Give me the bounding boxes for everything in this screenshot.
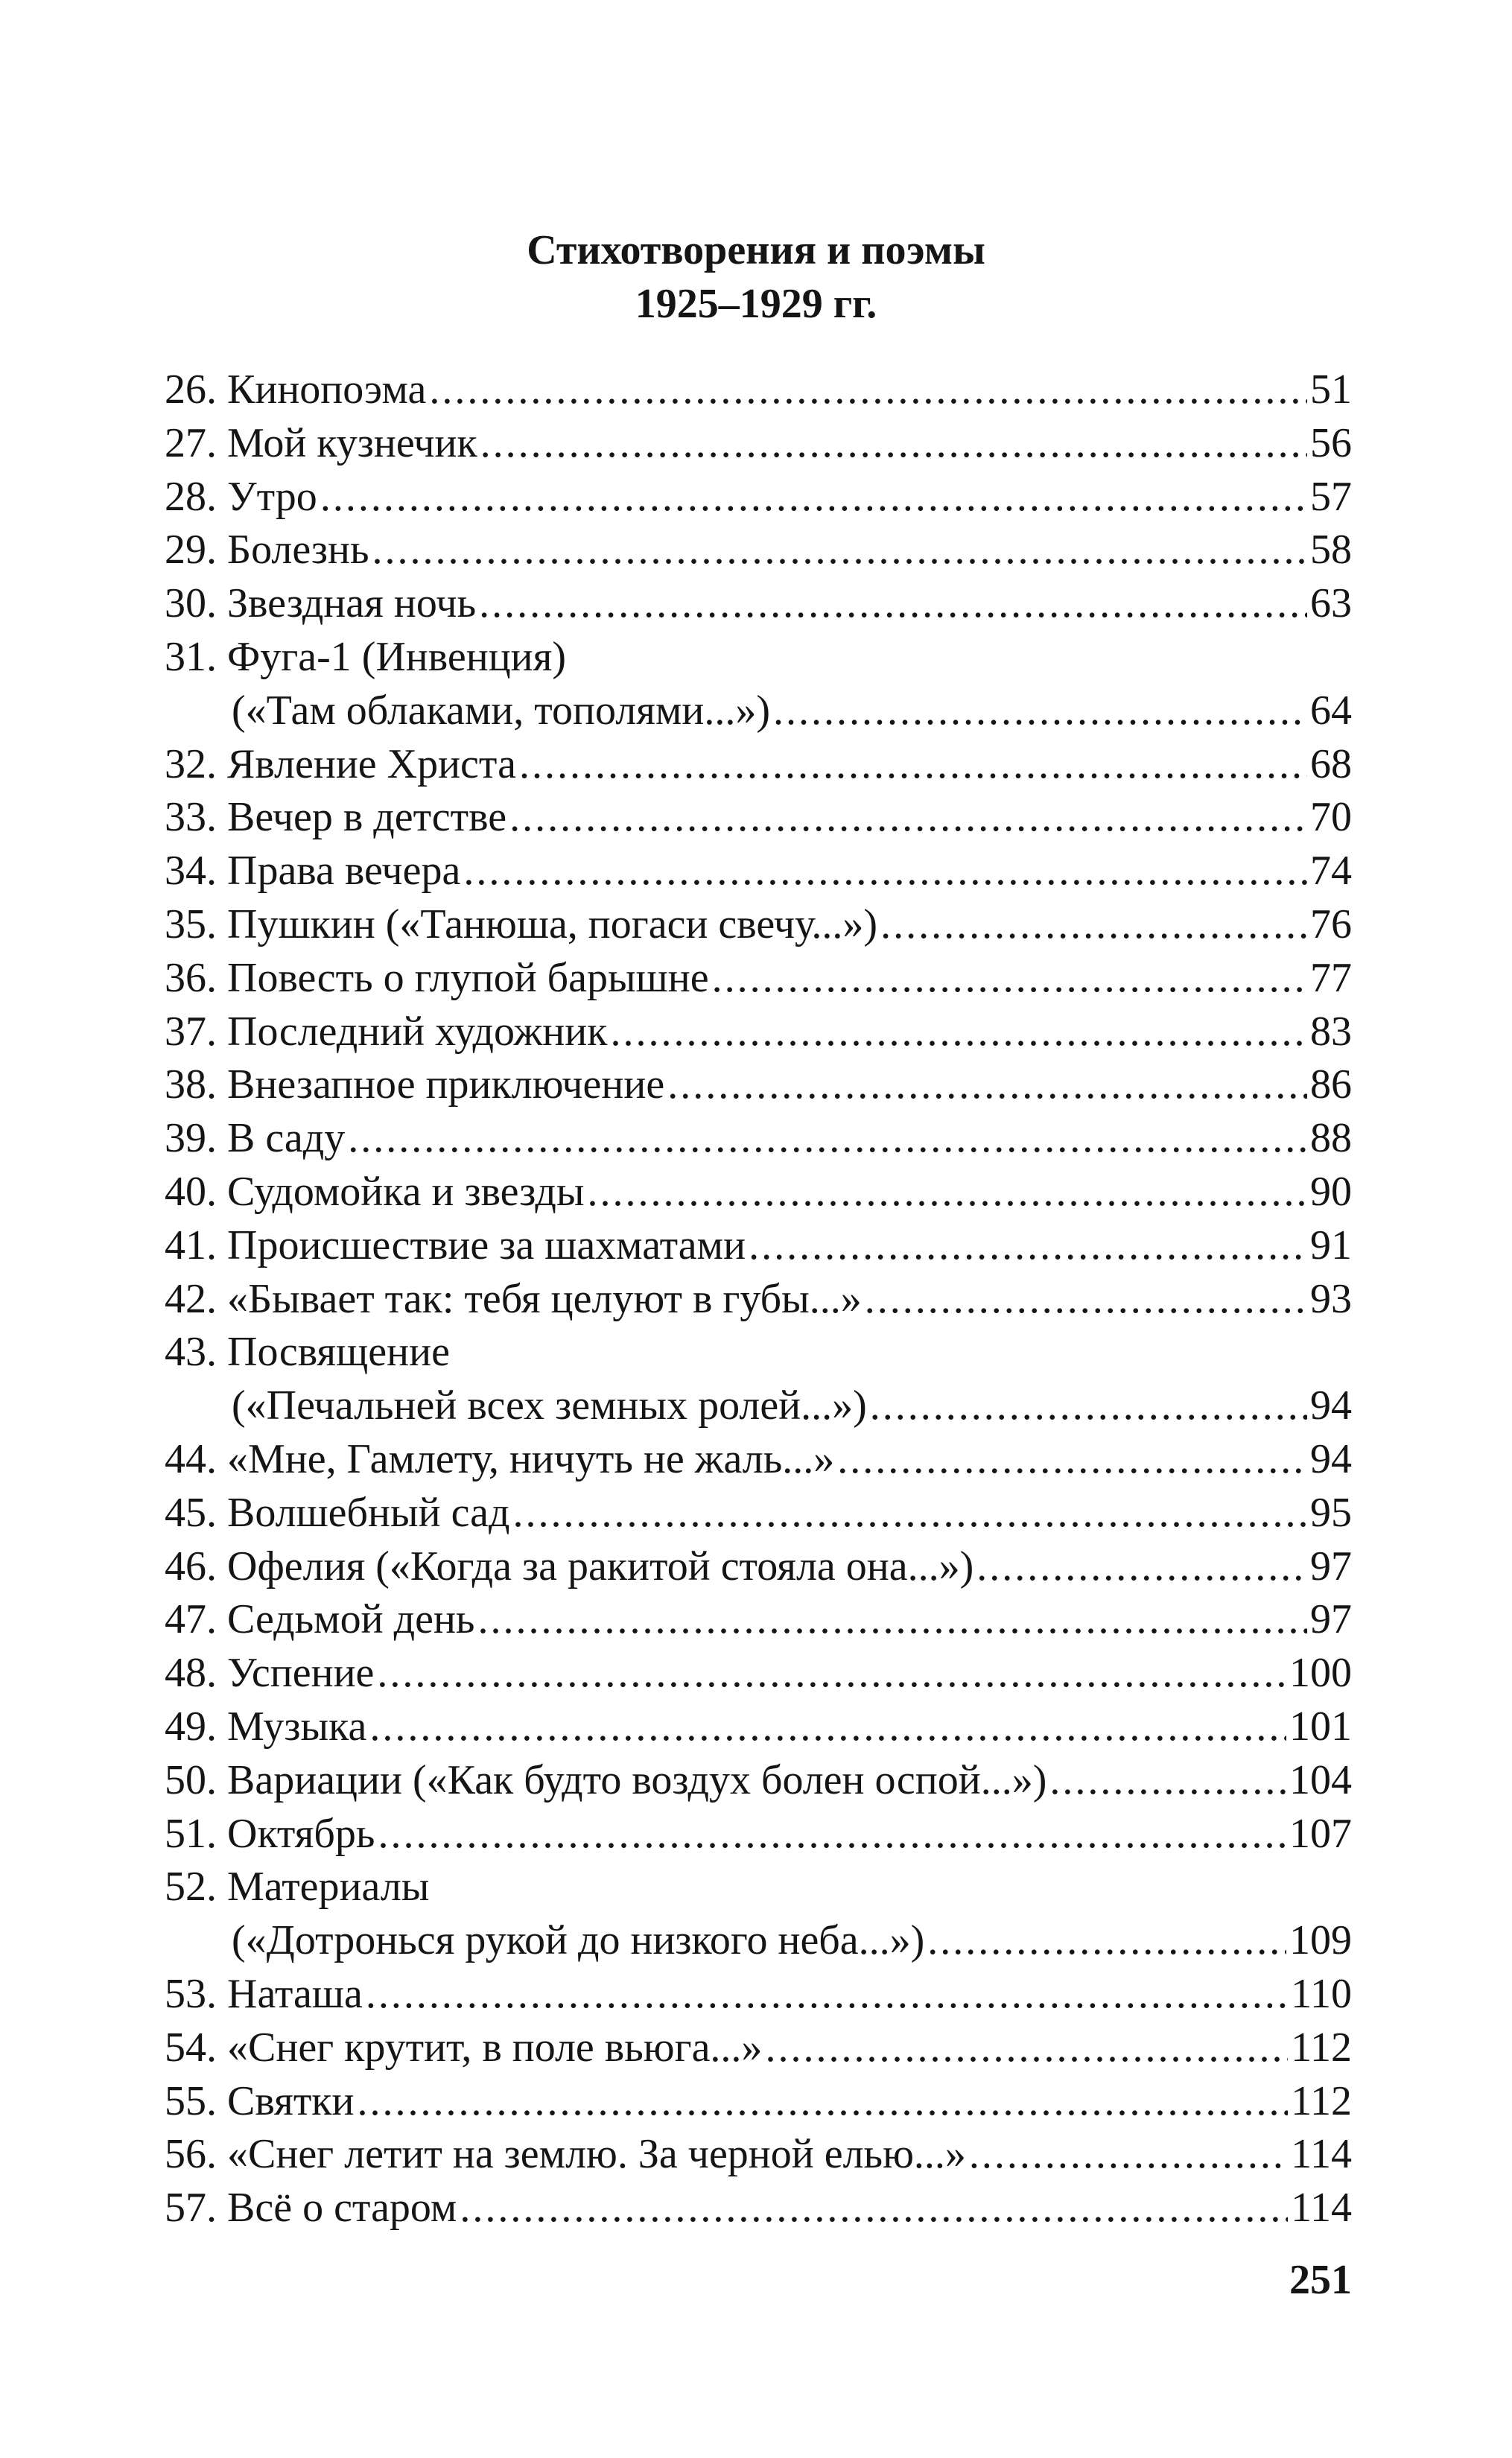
toc-entry-title: 48. Успение (165, 1650, 375, 1697)
toc-entry-page: 77 (1310, 954, 1352, 1001)
toc-entry (165, 1540, 1352, 1594)
toc-entry (165, 1379, 1352, 1433)
toc-entry (165, 1914, 1352, 1968)
toc-entry-page: 51 (1310, 366, 1352, 413)
toc-entry-page: 101 (1289, 1703, 1352, 1750)
toc-entry-title: («Там облаками, тополями...») (232, 687, 770, 734)
toc-entry (165, 1968, 1352, 2022)
toc-entry-title: 51. Октябрь (165, 1810, 375, 1857)
toc-entry (165, 1166, 1352, 1219)
toc-entry (165, 1487, 1352, 1540)
toc-leader-dots (479, 577, 1307, 631)
toc-leader-dots (870, 1379, 1307, 1433)
toc-entry-title: 45. Волшебный сад (165, 1489, 510, 1536)
toc-entry-page: 97 (1310, 1543, 1352, 1590)
toc-entry-title: 28. Утро (165, 473, 317, 520)
toc-entry-title: 52. Материалы (165, 1864, 430, 1911)
toc-entry-title: 47. Седьмой день (165, 1596, 475, 1643)
toc-leader-dots (512, 1487, 1307, 1540)
toc-entry-page: 91 (1310, 1222, 1352, 1268)
toc-entry-title: 41. Происшествие за шахматами (165, 1222, 746, 1268)
section-years: 1925–1929 гг. (635, 281, 877, 327)
toc-entry-page: 64 (1310, 687, 1352, 734)
toc-entry-title: 40. Судомойка и звезды (165, 1168, 585, 1215)
toc-leader-dots (837, 1433, 1307, 1487)
toc-leader-dots (477, 1593, 1307, 1647)
toc-entry (165, 1433, 1352, 1487)
toc-entry-page: 57 (1310, 473, 1352, 520)
toc-entry (165, 1593, 1352, 1647)
toc-entry-page: 86 (1310, 1061, 1352, 1108)
toc-entry-title: 53. Наташа (165, 1970, 363, 2017)
toc-entry-page: 94 (1310, 1435, 1352, 1482)
toc-entry-page: 112 (1291, 2077, 1352, 2124)
toc-entry-title: 43. Посвящение (165, 1329, 450, 1376)
toc-entry-title: 27. Мой кузнечик (165, 419, 477, 466)
toc-entry-page: 68 (1310, 740, 1352, 787)
toc-leader-dots (480, 417, 1307, 471)
toc-entry (165, 577, 1352, 631)
toc-entry-title: 54. «Снег крутит, в поле вьюга...» (165, 2024, 763, 2071)
section-heading (0, 223, 1512, 331)
toc-entry (165, 738, 1352, 792)
toc-entry-page: 94 (1310, 1382, 1352, 1429)
toc-leader-dots (765, 2022, 1288, 2075)
toc-entry-page: 74 (1310, 848, 1352, 895)
toc-leader-dots (667, 1058, 1307, 1112)
toc-leader-dots (519, 738, 1307, 792)
table-of-contents (165, 363, 1352, 2235)
toc-entry-title: 31. Фуга-1 (Инвенция) (165, 633, 567, 680)
toc-entry (165, 791, 1352, 845)
toc-entry (165, 471, 1352, 524)
toc-entry-title: 50. Вариации («Как будто воздух болен оспой...») (165, 1756, 1047, 1803)
toc-entry (165, 685, 1352, 738)
toc-entry-page: 114 (1291, 2131, 1352, 2178)
toc-leader-dots (880, 898, 1307, 952)
toc-entry (165, 2022, 1352, 2075)
toc-entry-title: («Печальней всех земных ролей...») (232, 1382, 867, 1429)
toc-leader-dots (377, 1647, 1286, 1700)
toc-leader-dots (1049, 1754, 1286, 1808)
toc-leader-dots (460, 2182, 1288, 2235)
toc-entry (165, 417, 1352, 471)
toc-entry-title: 49. Музыка (165, 1703, 367, 1750)
section-title: Стихотворения и поэмы (527, 227, 985, 273)
toc-entry (165, 2182, 1352, 2235)
toc-entry-page: 112 (1291, 2024, 1352, 2071)
toc-entry-title: 56. «Снег летит на землю. За черной елью...» (165, 2131, 966, 2178)
toc-entry-page: 56 (1310, 419, 1352, 466)
toc-entry (165, 1219, 1352, 1273)
toc-entry (165, 631, 1352, 685)
toc-leader-dots (372, 524, 1307, 577)
toc-leader-dots (348, 1112, 1307, 1166)
toc-entry (165, 524, 1352, 577)
toc-entry-title: 44. «Мне, Гамлету, ничуть не жаль...» (165, 1435, 835, 1482)
toc-entry-page: 97 (1310, 1596, 1352, 1643)
toc-entry (165, 1861, 1352, 1914)
toc-entry-page: 76 (1310, 901, 1352, 947)
toc-entry-page: 109 (1289, 1917, 1352, 1964)
toc-leader-dots (749, 1219, 1307, 1273)
toc-leader-dots (463, 845, 1307, 898)
toc-entry-title: («Дотронься рукой до низкого неба...») (232, 1917, 925, 1964)
toc-entry (165, 845, 1352, 898)
toc-entry-title: 29. Болезнь (165, 527, 369, 574)
page-number: 251 (1289, 2257, 1352, 2303)
toc-leader-dots (366, 1968, 1288, 2022)
toc-entry (165, 2128, 1352, 2182)
toc-leader-dots (378, 1808, 1286, 1861)
toc-entry-page: 83 (1310, 1008, 1352, 1055)
toc-entry-title: 37. Последний художник (165, 1008, 608, 1055)
toc-entry (165, 2075, 1352, 2129)
toc-leader-dots (369, 1700, 1286, 1754)
toc-entry-page: 70 (1310, 794, 1352, 841)
toc-entry (165, 1808, 1352, 1861)
toc-entry-page: 58 (1310, 527, 1352, 574)
toc-leader-dots (587, 1166, 1307, 1219)
toc-entry-page: 90 (1310, 1168, 1352, 1215)
toc-entry (165, 363, 1352, 417)
toc-entry-title: 46. Офелия («Когда за ракитой стояла она...») (165, 1543, 974, 1590)
toc-entry (165, 1058, 1352, 1112)
toc-entry-page: 110 (1291, 1970, 1352, 2017)
toc-entry-page: 114 (1291, 2185, 1352, 2232)
toc-entry-title: 35. Пушкин («Танюша, погаси свечу...») (165, 901, 878, 947)
toc-leader-dots (865, 1273, 1307, 1327)
toc-entry-page: 63 (1310, 580, 1352, 627)
toc-entry (165, 1112, 1352, 1166)
toc-entry-title: 38. Внезапное приключение (165, 1061, 665, 1108)
toc-leader-dots (976, 1540, 1307, 1594)
toc-entry (165, 952, 1352, 1006)
toc-entry-page: 100 (1289, 1650, 1352, 1697)
toc-leader-dots (320, 471, 1307, 524)
toc-entry (165, 1006, 1352, 1059)
toc-entry-page: 107 (1289, 1810, 1352, 1857)
toc-leader-dots (429, 363, 1307, 417)
toc-entry-page: 104 (1289, 1756, 1352, 1803)
toc-entry-title: 42. «Бывает так: тебя целуют в губы...» (165, 1275, 862, 1322)
toc-entry-page: 93 (1310, 1275, 1352, 1322)
toc-entry-title: 34. Права вечера (165, 848, 461, 895)
toc-entry (165, 1754, 1352, 1808)
toc-entry-title: 33. Вечер в детстве (165, 794, 507, 841)
toc-entry (165, 1273, 1352, 1327)
toc-leader-dots (509, 791, 1307, 845)
toc-entry-title: 32. Явление Христа (165, 740, 516, 787)
toc-entry-title: 55. Святки (165, 2077, 355, 2124)
toc-leader-dots (773, 685, 1307, 738)
toc-entry (165, 1700, 1352, 1754)
toc-entry-title: 57. Всё о старом (165, 2185, 457, 2232)
toc-entry-page: 95 (1310, 1489, 1352, 1536)
toc-leader-dots (969, 2128, 1288, 2182)
toc-leader-dots (357, 2075, 1288, 2129)
toc-leader-dots (927, 1914, 1286, 1968)
toc-entry-page: 88 (1310, 1115, 1352, 1162)
toc-entry-title: 39. В саду (165, 1115, 346, 1162)
toc-entry-title: 30. Звездная ночь (165, 580, 477, 627)
toc-entry-title: 36. Повесть о глупой барышне (165, 954, 709, 1001)
toc-entry-title: 26. Кинопоэма (165, 366, 427, 413)
toc-entry (165, 1647, 1352, 1700)
toc-leader-dots (610, 1006, 1307, 1059)
toc-entry (165, 898, 1352, 952)
toc-entry (165, 1326, 1352, 1379)
toc-leader-dots (712, 952, 1307, 1006)
